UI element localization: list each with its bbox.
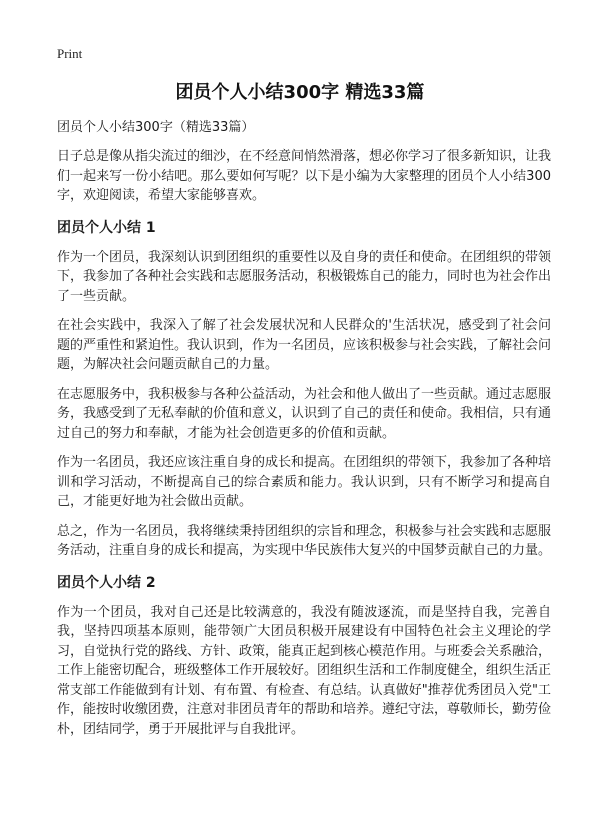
article-subtitle: 团员个人小结300字（精选33篇） — [57, 120, 255, 135]
intro-paragraph: 日子总是像从指尖流过的细沙，在不经意间悄然滑落，想必你学习了很多新知识，让我们一起来写一份小结吧。那么要如何写呢？以下是小编为大家整理的团员个人小结300字，欢迎阅读，希望大家能够喜欢。 — [57, 149, 552, 203]
page-title: 团员个人小结300字 精选33篇 — [175, 82, 425, 103]
paragraph: 作为一个团员，我对自己还是比较满意的，我没有随波逐流，而是坚持自我，完善自我，坚持四项基本原则，能带领广大团员积极开展建设有中国特色社会主义理论的学习，自觉执行党的路线、方针、政策，能真正起到核心模范作用。与班委会关系融洽，工作上能密切配合，班级整体工作开展较好。团组织生活和工作制度健全，组织生活正常支部工作能做到有计划、有布置、有检查、有总结。认真做好"推荐优秀团员入党"工作，能按时收缴团费，注意对非团员青年的帮助和培养。遵纪守法，尊敬师长，勤劳俭朴，团结同学，勇于开展批评与自我批评。 — [57, 604, 552, 737]
paragraph: 总之，作为一名团员，我将继续秉持团组织的宗旨和理念，积极参与社会实践和志愿服务活动，注重自身的成长和提高，为实现中华民族伟大复兴的中国梦贡献自己的力量。 — [57, 523, 552, 558]
section-2 — [57, 573, 551, 740]
section-heading: 团员个人小结 2 — [57, 574, 156, 591]
paragraph: 在志愿服务中，我积极参与各种公益活动，为社会和他人做出了一些贡献。通过志愿服务，我感受到了无私奉献的价值和意义，认识到了自己的责任和使命。我相信，只有通过自己的努力和奉献，才能为社会创造更多的价值和贡献。 — [57, 386, 552, 441]
paragraph: 作为一名团员，我还应该注重自身的成长和提高。在团组织的带领下，我参加了各种培训和学习活动，不断提高自己的综合素质和能力。我认识到，只有不断学习和提高自己，才能更好地为社会做出贡献。 — [57, 455, 552, 509]
section-heading: 团员个人小结 1 — [57, 219, 156, 236]
paragraph: 在社会实践中，我深入了解了社会发展状况和人民群众的'生活状况，感受到了社会问题的严重性和紧迫性。我认识到，作为一名团员，应该积极参与社会实践，了解社会问题，为解决社会问题贡献自己的力量。 — [57, 318, 552, 372]
article-body — [57, 118, 551, 749]
print-link[interactable]: Print — [57, 46, 83, 61]
section-1 — [57, 218, 551, 561]
paragraph: 作为一个团员，我深刻认识到团组织的重要性以及自身的责任和使命。在团组织的带领下，我参加了各种社会实践和志愿服务活动，积极锻炼自己的能力，同时也为社会作出了一些贡献。 — [57, 249, 552, 304]
